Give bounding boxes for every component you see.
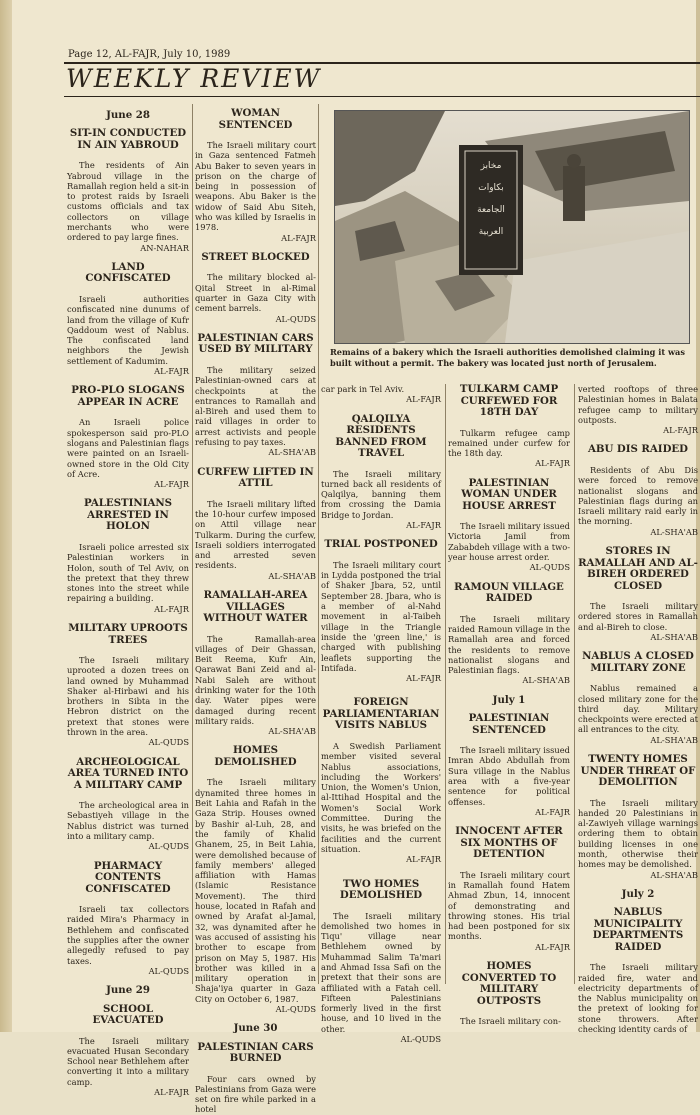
date-heading: June 29 (106, 984, 150, 997)
article-source: AL-SHA'AB (522, 675, 570, 686)
headline: SCHOOL EVACUATED (92, 1002, 164, 1027)
date-heading: June 28 (106, 109, 150, 121)
article-source: AL-FAJR (406, 394, 441, 405)
sign-text (467, 155, 515, 243)
date-heading: July 2 (621, 887, 655, 900)
column-1 (67, 104, 189, 1098)
headline: NABLUS A CLOSED MILITARY ZONE (582, 650, 694, 674)
article-body: Israeli authorities confiscated nine dunums of land from the village of Kufr Qaddoum west of Nablus. The confiscated land neighbors the Jewish settlement of Kadumim. (67, 293, 189, 366)
column-divider (574, 384, 575, 984)
article-source: AL-QUDS (275, 1004, 316, 1014)
article-source: AL-QUDS (529, 562, 570, 573)
article-body: The Ramallah-area villages of Deir Ghassan, Beit Reema, Kufr Ain, Qarawat Bani Zeid and al-Nabi Saleh are without drinking water for the 10th day. Water pipes were damaged during recent military raids. (195, 633, 316, 726)
date-heading: June 30 (233, 1022, 278, 1035)
headline: PHARMACY CONTENTS CONFISCATED (85, 859, 171, 895)
article-source: AL-SHA'AB (650, 869, 698, 880)
article-continuation: verted rooftops of three Palestinian homes in Balata refugee camp to military outposts. (578, 384, 698, 425)
headline: PALESTINIAN WOMAN UNDER HOUSE ARREST (461, 476, 557, 512)
headline: ABU DIS RAIDED (587, 443, 689, 456)
article-source: AL-FAJR (154, 603, 189, 614)
article-source: AL-SHA'AB (268, 447, 316, 458)
column-5 (578, 384, 698, 1034)
article-body: The Israeli military court in Lydda postponed the trial of Shaker Jbara, 52, until September 28. Jbara, who is a member of al-Nahd movement in al-Taibeh village in the Triangle inside the 'green line,' is charged with publishing leaflets supporting the Intifada. (321, 559, 441, 673)
column-divider (445, 384, 446, 984)
article-body: The Israeli military ordered stores in Ramallah and al-Bireh to close. (578, 601, 698, 632)
headline: LAND CONFISCATED (85, 260, 171, 285)
headline: STREET BLOCKED (201, 250, 310, 263)
page-header-line: Page 12, AL-FAJR, July 10, 1989 (68, 49, 231, 60)
column-2 (195, 104, 316, 1115)
headline: SIT-IN CONDUCTED IN AIN YABROUD (69, 127, 187, 151)
headline: PRO-PLO SLOGANS APPEAR IN ACRE (71, 384, 185, 408)
page-binding-edge (0, 0, 12, 1032)
sign-line: مخابز (480, 161, 502, 171)
article-body: The archeological area in Sebastiyeh village in the Nablus district was turned into a military camp. (67, 800, 189, 842)
title-rule (64, 96, 700, 97)
headline: HOMES DEMOLISHED (214, 744, 297, 768)
sign-line: العربية (478, 227, 504, 237)
sign-line: الجامعة (477, 205, 505, 215)
page-title: WEEKLY REVIEW (66, 64, 322, 93)
date-heading: July 1 (492, 693, 526, 706)
headline: PALESTINIAN CARS USED BY MILITARY (197, 331, 314, 356)
article-body: A Swedish Parliament member visited several Nablus associations, including the Workers' Union, the Women's Union, al-Ittihad Hospital and the Women's Social Work Committee. During the visits, he was briefed on the facilities and the current situation. (321, 740, 441, 854)
headline: TRIAL POSTPONED (324, 538, 438, 551)
headline: PALESTINIANS ARRESTED IN HOLON (83, 497, 173, 533)
column-4 (448, 383, 570, 1026)
article-body: The Israeli military raided Ramoun village in the Ramallah area and forced the residents to remove nationalist slogans and Palestinian flags. (448, 613, 570, 676)
article-body: Israeli tax collectors raided Mira's Pharmacy in Bethlehem and confiscated the supplies after the owner allegedly refused to pay taxes. (67, 904, 189, 966)
article-body: Nablus remained a closed military zone for the third day. Military checkpoints were erected at all entrances to the city. (578, 683, 698, 735)
headline: FOREIGN PARLIAMENTARIAN VISITS NABLUS (322, 696, 440, 732)
article-source: AN-NAHAR (140, 242, 189, 253)
article-source: AL-SHA'AB (268, 726, 316, 737)
headline: HOMES CONVERTED TO MILITARY OUTPOSTS (461, 960, 557, 1007)
article-source: AL-FAJR (281, 232, 316, 243)
article-body: Israeli police arrested six Palestinian workers in Holon, south of Tel Aviv, on the pretext that they threw stones into the street while repairing a building. (67, 541, 189, 604)
headline: RAMALLAH-AREA VILLAGES WITHOUT WATER (203, 589, 308, 624)
article-source: AL-QUDS (148, 737, 189, 748)
headline: STORES IN RAMALLAH AND AL-BIREH ORDERED CLOSED (578, 545, 698, 592)
article-body: The Israeli military lifted the 10-hour curfew imposed on Attil village near Tulkarm. During the curfew, Israeli soldiers interrogated and arrested seven residents. (195, 498, 316, 571)
article-source: AL-FAJR (154, 479, 189, 490)
headline: QALQILYA RESIDENTS BANNED FROM TRAVEL (335, 412, 427, 460)
article-body: The Israeli military con- (460, 1016, 561, 1026)
article-source: AL-FAJR (406, 854, 441, 865)
article-body: The Israeli military turned back all residents of Qalqilya, banning them from crossing the Damia Bridge to Jordan. (321, 468, 441, 520)
article-source: AL-FAJR (406, 520, 441, 531)
article-source: AL-QUDS (400, 1034, 441, 1045)
article-source: AL-FAJR (663, 425, 698, 436)
headline: INNOCENT AFTER SIX MONTHS OF DETENTION (455, 825, 563, 861)
article-body: The military blocked al-Qital Street in al-Rimal quarter in Gaza City with cement barrels. (195, 272, 316, 314)
article-continuation: car park in Tel Aviv. (321, 384, 405, 394)
article-source: AL-FAJR (154, 1087, 189, 1098)
column-divider (318, 104, 319, 984)
article-source: AL-FAJR (535, 806, 570, 817)
article-body: The Israeli military raided fire, water and electricity departments of the Nablus municipality on the pretext of looking for stone throwers. After checking identity cards of (578, 962, 698, 1034)
article-source: AL-FAJR (406, 673, 441, 684)
article-body: The Israeli military evacuated Husan Secondary School near Bethlehem after converting it into a military camp. (67, 1035, 189, 1087)
article-body: The Israeli military demolished two homes in Tiqu' village near Bethlehem owned by Muhammad Salim Ta'mari and Ahmad Issa Safi on the pretext that their sons are affiliated with a Fatah cell. Fifteen Palestinians formerly lived in the first house, and 10 lived in the other. (321, 910, 441, 1034)
headline: RAMOUN VILLAGE RAIDED (454, 580, 564, 605)
article-source: AL-FAJR (535, 941, 570, 952)
headline: WOMAN SENTENCED (218, 107, 293, 131)
article-body: Four cars owned by Palestinians from Gaza were set on fire while parked in a hotel (195, 1073, 316, 1115)
article-body: The Israeli military issued Victoria Jamil from Zababdeh village with a two-year house arrest order. (448, 521, 570, 563)
headline: TWO HOMES DEMOLISHED (339, 877, 423, 901)
headline: TULKARM CAMP CURFEWED FOR 18TH DAY (459, 383, 559, 418)
bakery-ruins-photo (334, 110, 690, 344)
column-divider (192, 104, 193, 984)
headline: ARCHEOLOGICAL AREA TURNED INTO A MILITARY CAMP (67, 755, 189, 791)
article-source: AL-QUDS (148, 965, 189, 976)
article-body: The Israeli military dynamited three homes in Beit Lahia and Rafah in the Gaza Strip. Houses owned by Bashir al-Luh, 28, and the family of Khalid Ghanem, 25, in Beit Lahia, were demolished because of family members' alleged affiliation with Hamas (Islamic Resistance Movement). The third house, located in Rafah and owned by Arafat al-Jamal, 32, was dynamited after he was accused of assisting his brother to escape from prison on May 5, 1987. His brother was killed in a military operation in Shaja'iya quarter in Gaza City on October 6, 1987. (195, 777, 316, 1004)
headline: TWENTY HOMES UNDER THREAT OF DEMOLITION (580, 753, 696, 789)
article-body: An Israeli police spokesperson said pro-PLO slogans and Palestinian flags were painted on an Israeli-owned store in the Old City of Acre. (67, 417, 189, 479)
article-body: The Israeli military issued Imran Abdo Abdullah from Sura village in the Nablus area with a five-year sentence for political offenses. (448, 745, 570, 807)
article-source: AL-SHA'AB (650, 526, 698, 537)
sign-line: بكاوات (478, 183, 504, 193)
headline: NABLUS MUNICIPALITY DEPARTMENTS RAIDED (592, 906, 684, 953)
article-source: AL-QUDS (275, 313, 316, 324)
article-source: AL-SHA'AB (268, 570, 316, 581)
article-body: The Israeli military handed 20 Palestinians in al-Zawiyeh village warnings ordering them to obtain building licenses in one month, otherwise their homes may be demolished. (578, 797, 698, 870)
article-body: The residents of Ain Yabroud village in the Ramallah region held a sit-in to protest raids by Israeli customs officials and tax collectors on village merchants who were ordered to pay large fines. (67, 160, 189, 243)
article-source: AL-QUDS (148, 841, 189, 852)
article-source: AL-SHA'AB (650, 734, 698, 745)
article-source: AL-FAJR (154, 366, 189, 377)
article-body: The military seized Palestinian-owned cars at checkpoints at the entrances to Ramallah and al-Bireh and used them to raid villages in order to arrest activists and people refusing to pay taxes. (195, 364, 316, 448)
article-body: Residents of Abu Dis were forced to remove nationalist slogans and Palestinian flags during an Israeli military raid early in the morning. (578, 464, 698, 527)
headline: PALESTINIAN SENTENCED (468, 712, 550, 736)
headline: CURFEW LIFTED IN ATTIL (197, 465, 314, 490)
article-body: The Israeli military court in Gaza sentenced Fatmeh Abu Baker to seven years in prison on the charge of being in possession of weapons. Abu Baker is the widow of Said Abu Siteh, who was killed by Israelis in 1978. (195, 140, 316, 233)
headline: PALESTINIAN CARS BURNED (197, 1040, 314, 1065)
photo-caption: Remains of a bakery which the Israeli authorities demolished claiming it was built without a permit. The bakery was located just north of Jerusalem. (330, 347, 685, 368)
article-body: Tulkarm refugee camp remained under curfew for the 18th day. (448, 427, 570, 459)
article-source: AL-FAJR (535, 458, 570, 469)
headline: MILITARY UPROOTS TREES (68, 622, 188, 646)
article-body: The Israeli military court in Ramallah found Hatem Ahmad Zbun, 14, innocent of demonstrating and throwing stones. His trial had been postponed for six months. (448, 869, 570, 942)
article-source: AL-SHA'AB (650, 631, 698, 642)
article-body: The Israeli military uprooted a dozen trees on land owned by Muhammad Shaker al-Hirbawi and his brothers in Sibta in the Hebron district on the pretext that stones were thrown in the area. (67, 655, 189, 738)
column-3 (321, 384, 441, 1045)
